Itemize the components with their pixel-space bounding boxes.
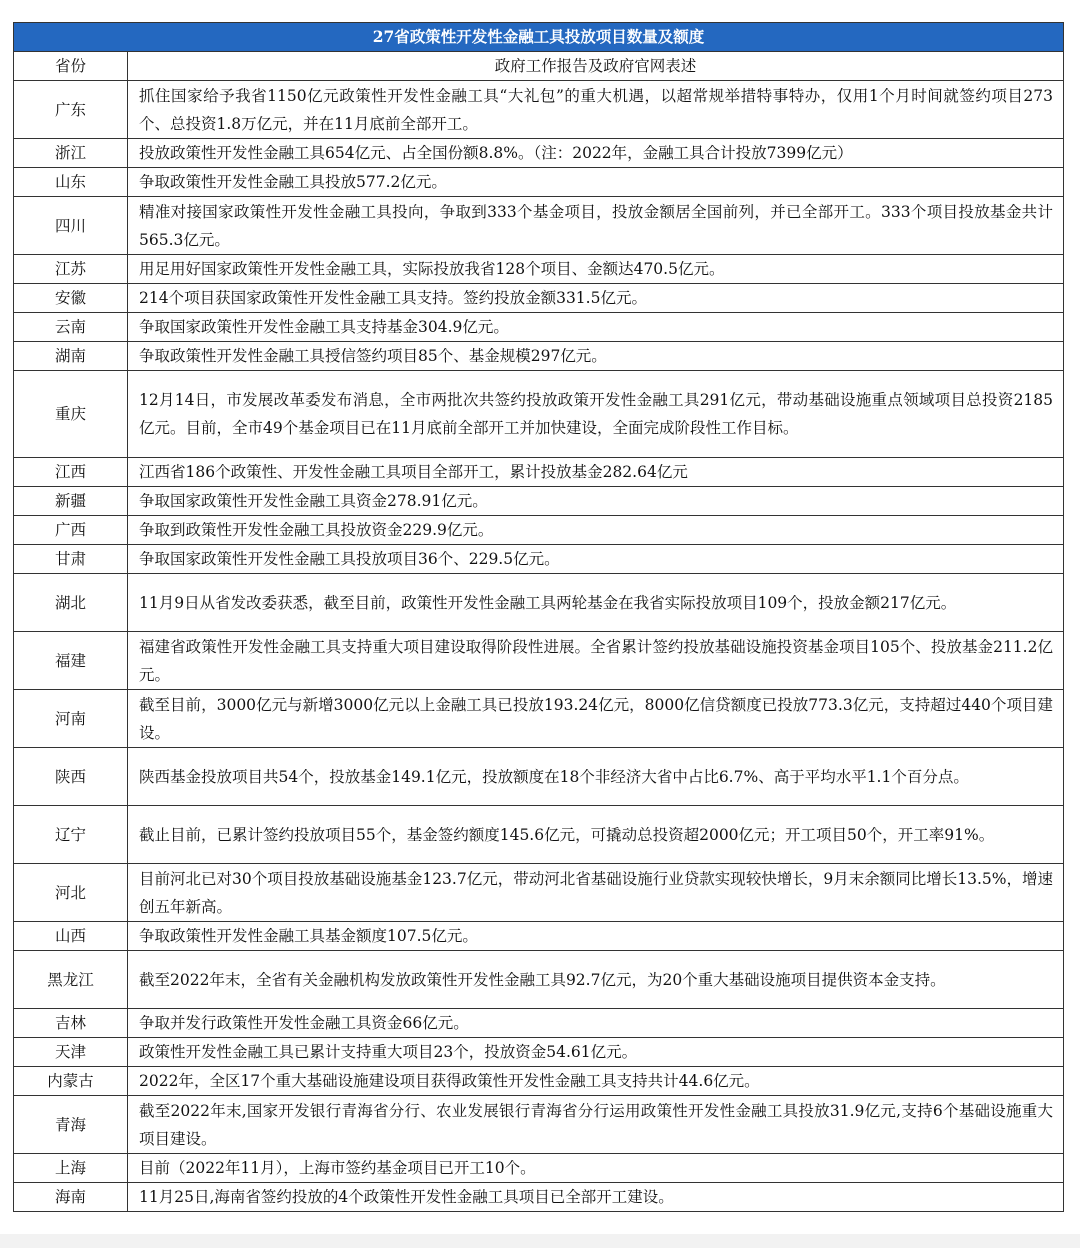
bottom-band xyxy=(0,1234,1080,1248)
province-cell: 新疆 xyxy=(14,487,128,516)
table-row xyxy=(14,168,1064,197)
province-cell: 四川 xyxy=(14,197,128,255)
table-row xyxy=(14,632,1064,690)
province-cell: 青海 xyxy=(14,1096,128,1154)
table-row xyxy=(14,690,1064,748)
province-cell: 云南 xyxy=(14,313,128,342)
table-row xyxy=(14,806,1064,864)
title-row xyxy=(14,23,1064,52)
province-cell: 甘肃 xyxy=(14,545,128,574)
table-title: 27省政策性开发性金融工具投放项目数量及额度 xyxy=(14,23,1064,52)
description-cell: 2022年，全区17个重大基础设施建设项目获得政策性开发性金融工具支持共计44.6亿元。 xyxy=(128,1067,1064,1096)
province-cell: 广西 xyxy=(14,516,128,545)
table-row xyxy=(14,284,1064,313)
table-row xyxy=(14,458,1064,487)
province-cell: 吉林 xyxy=(14,1009,128,1038)
province-cell: 海南 xyxy=(14,1183,128,1212)
description-cell: 11月9日从省发改委获悉，截至目前，政策性开发性金融工具两轮基金在我省实际投放项目109个，投放金额217亿元。 xyxy=(128,574,1064,632)
province-cell: 江苏 xyxy=(14,255,128,284)
description-cell: 投放政策性开发性金融工具654亿元、占全国份额8.8%。（注：2022年，金融工具合计投放7399亿元） xyxy=(128,139,1064,168)
description-cell: 政策性开发性金融工具已累计支持重大项目23个，投放资金54.61亿元。 xyxy=(128,1038,1064,1067)
province-cell: 江西 xyxy=(14,458,128,487)
description-cell: 争取政策性开发性金融工具投放577.2亿元。 xyxy=(128,168,1064,197)
table-row xyxy=(14,922,1064,951)
province-cell: 重庆 xyxy=(14,371,128,458)
description-cell: 12月14日，市发展改革委发布消息，全市两批次共签约投放政策开发性金融工具291亿元，带动基础设施重点领域项目总投资2185亿元。目前，全市49个基金项目已在11月底前全部开工并加快建设，全面完成阶段性工作目标。 xyxy=(128,371,1064,458)
province-cell: 湖南 xyxy=(14,342,128,371)
province-cell: 上海 xyxy=(14,1154,128,1183)
description-cell: 争取政策性开发性金融工具授信签约项目85个、基金规模297亿元。 xyxy=(128,342,1064,371)
description-cell: 福建省政策性开发性金融工具支持重大项目建设取得阶段性进展。全省累计签约投放基础设施投资基金项目105个、投放基金211.2亿元。 xyxy=(128,632,1064,690)
description-cell: 争取国家政策性开发性金融工具支持基金304.9亿元。 xyxy=(128,313,1064,342)
table-row xyxy=(14,255,1064,284)
table-row xyxy=(14,197,1064,255)
header-province: 省份 xyxy=(14,52,128,81)
description-cell: 目前河北已对30个项目投放基础设施基金123.7亿元，带动河北省基础设施行业贷款实现较快增长，9月末余额同比增长13.5%，增速创五年新高。 xyxy=(128,864,1064,922)
table-row xyxy=(14,139,1064,168)
province-cell: 山西 xyxy=(14,922,128,951)
province-cell: 河南 xyxy=(14,690,128,748)
province-cell: 陕西 xyxy=(14,748,128,806)
table-row xyxy=(14,1154,1064,1183)
table-row xyxy=(14,574,1064,632)
table-row xyxy=(14,1096,1064,1154)
table-row xyxy=(14,951,1064,1009)
province-cell: 湖北 xyxy=(14,574,128,632)
table-row xyxy=(14,864,1064,922)
province-cell: 浙江 xyxy=(14,139,128,168)
table-row xyxy=(14,1067,1064,1096)
description-cell: 精准对接国家政策性开发性金融工具投向，争取到333个基金项目，投放金额居全国前列，并已全部开工。333个项目投放基金共计565.3亿元。 xyxy=(128,197,1064,255)
description-cell: 争取国家政策性开发性金融工具资金278.91亿元。 xyxy=(128,487,1064,516)
description-cell: 214个项目获国家政策性开发性金融工具支持。签约投放金额331.5亿元。 xyxy=(128,284,1064,313)
description-cell: 争取国家政策性开发性金融工具投放项目36个、229.5亿元。 xyxy=(128,545,1064,574)
table-row xyxy=(14,313,1064,342)
header-row xyxy=(14,52,1064,81)
province-cell: 广东 xyxy=(14,81,128,139)
table-row xyxy=(14,748,1064,806)
header-description: 政府工作报告及政府官网表述 xyxy=(128,52,1064,81)
table-row xyxy=(14,1183,1064,1212)
table-row xyxy=(14,516,1064,545)
table-row xyxy=(14,81,1064,139)
province-cell: 福建 xyxy=(14,632,128,690)
description-cell: 江西省186个政策性、开发性金融工具项目全部开工，累计投放基金282.64亿元 xyxy=(128,458,1064,487)
province-cell: 天津 xyxy=(14,1038,128,1067)
province-table xyxy=(13,22,1064,1212)
table-row xyxy=(14,1038,1064,1067)
province-cell: 山东 xyxy=(14,168,128,197)
description-cell: 争取到政策性开发性金融工具投放资金229.9亿元。 xyxy=(128,516,1064,545)
province-cell: 辽宁 xyxy=(14,806,128,864)
description-cell: 用足用好国家政策性开发性金融工具，实际投放我省128个项目、金额达470.5亿元。 xyxy=(128,255,1064,284)
table-row xyxy=(14,487,1064,516)
description-cell: 争取并发行政策性开发性金融工具资金66亿元。 xyxy=(128,1009,1064,1038)
description-cell: 截至目前，3000亿元与新增3000亿元以上金融工具已投放193.24亿元，8000亿信贷额度已投放773.3亿元，支持超过440个项目建设。 xyxy=(128,690,1064,748)
table-row xyxy=(14,371,1064,458)
description-cell: 11月25日,海南省签约投放的4个政策性开发性金融工具项目已全部开工建设。 xyxy=(128,1183,1064,1212)
description-cell: 抓住国家给予我省1150亿元政策性开发性金融工具“大礼包”的重大机遇，以超常规举措特事特办，仅用1个月时间就签约项目273个、总投资1.8万亿元，并在11月底前全部开工。 xyxy=(128,81,1064,139)
description-cell: 截至2022年末,国家开发银行青海省分行、农业发展银行青海省分行运用政策性开发性金融工具投放31.9亿元,支持6个基础设施重大项目建设。 xyxy=(128,1096,1064,1154)
province-cell: 安徽 xyxy=(14,284,128,313)
province-cell: 黑龙江 xyxy=(14,951,128,1009)
description-cell: 陕西基金投放项目共54个，投放基金149.1亿元，投放额度在18个非经济大省中占比6.7%、高于平均水平1.1个百分点。 xyxy=(128,748,1064,806)
description-cell: 截至2022年末，全省有关金融机构发放政策性开发性金融工具92.7亿元，为20个重大基础设施项目提供资本金支持。 xyxy=(128,951,1064,1009)
province-cell: 河北 xyxy=(14,864,128,922)
description-cell: 争取政策性开发性金融工具基金额度107.5亿元。 xyxy=(128,922,1064,951)
description-cell: 目前（2022年11月），上海市签约基金项目已开工10个。 xyxy=(128,1154,1064,1183)
province-cell: 内蒙古 xyxy=(14,1067,128,1096)
description-cell: 截止目前，已累计签约投放项目55个，基金签约额度145.6亿元，可撬动总投资超2000亿元；开工项目50个，开工率91%。 xyxy=(128,806,1064,864)
table-row xyxy=(14,342,1064,371)
table-row xyxy=(14,1009,1064,1038)
table-row xyxy=(14,545,1064,574)
